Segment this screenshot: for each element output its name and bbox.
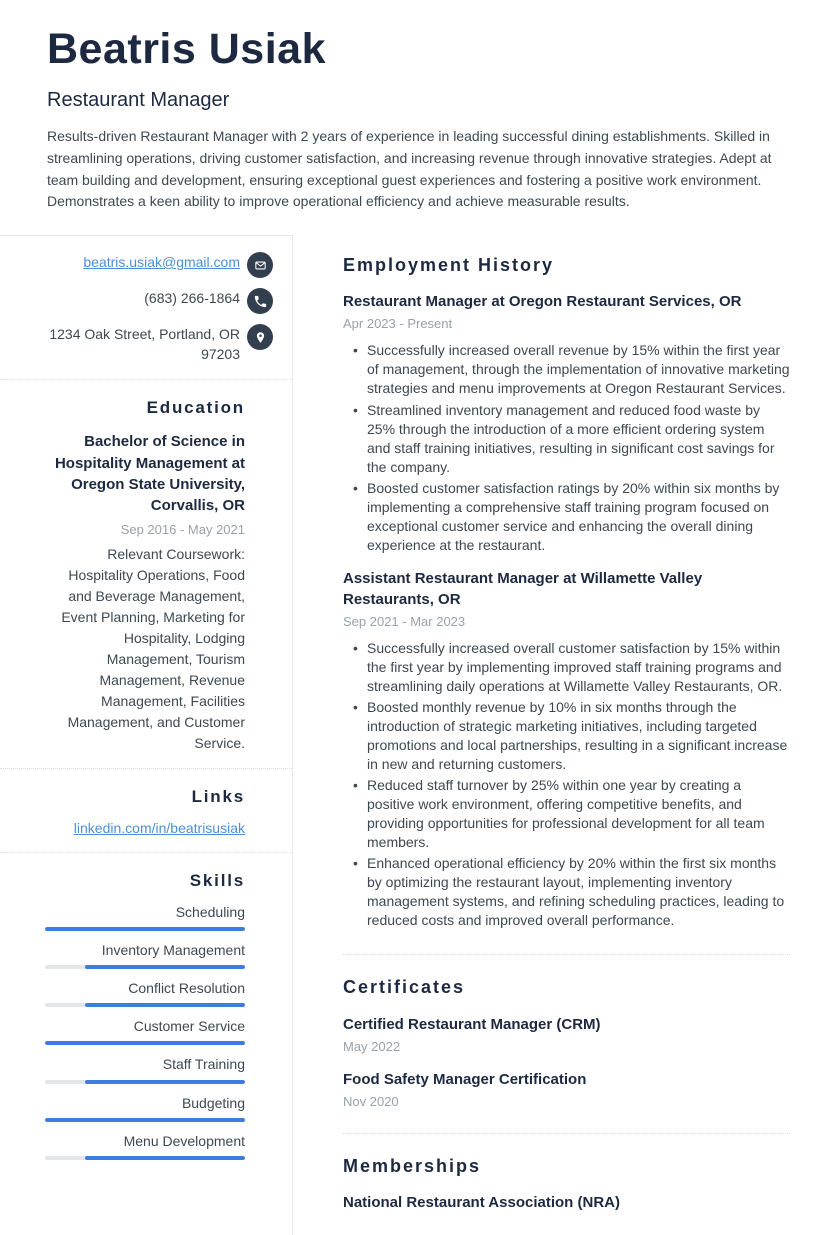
main-column (293, 235, 833, 1235)
links-section (0, 768, 292, 852)
employment-entry (343, 291, 790, 555)
skill-bar-fill (45, 1041, 245, 1045)
skill-bar (45, 1156, 245, 1160)
skill-label: Scheduling (175, 903, 245, 920)
education-degree: Bachelor of Science in Hospitality Management at Oregon State University, Corvallis, OR (54, 433, 245, 515)
linkedin-link[interactable]: linkedin.com/in/beatrisusiak (73, 819, 245, 836)
skill-bar (45, 965, 245, 969)
skill-bar-fill (85, 1003, 245, 1007)
skill-item (45, 1017, 245, 1045)
resume-body (0, 235, 833, 1235)
job-bullet: • Successfully increased overall customer satisfaction by 15% within the first year by implementing improved staff training programs and streamlining daily operations at Willamette Valley Restaurants, OR. (343, 639, 790, 696)
job-bullet: • Enhanced operational efficiency by 20% within the first six months by optimizing the restaurant layout, implementing inventory management systems, and refining scheduling practices, leading to reduced costs and improved overall performance. (343, 854, 790, 930)
job-bullet: • Reduced staff turnover by 25% within one year by creating a positive work environment, offering competitive benefits, and providing opportunities for professional development for all team members. (343, 776, 790, 852)
certificate-title: Food Safety Manager Certification (343, 1070, 587, 1088)
job-bullet: • Boosted monthly revenue by 10% in six months through the introduction of strategic marketing initiatives, including targeted promotions and local partnerships, resulting in a significant increase in new and returning customers. (343, 698, 790, 774)
skill-item (45, 1132, 245, 1160)
skill-item (45, 941, 245, 969)
skill-label: Conflict Resolution (128, 980, 245, 997)
skill-bar (45, 1041, 245, 1045)
certificates-heading: Certificates (343, 977, 466, 998)
skill-item (45, 1094, 245, 1122)
education-entry (45, 431, 245, 753)
job-dates: Sep 2021 - Mar 2023 (343, 613, 466, 629)
skill-label: Budgeting (181, 1094, 245, 1111)
phone-number: (683) 266-1864 (144, 290, 240, 307)
email-icon (247, 252, 273, 278)
education-heading: Education (146, 397, 245, 417)
skill-bar-fill (85, 1080, 245, 1084)
certificate-entry (343, 1014, 790, 1056)
education-section (0, 379, 292, 768)
employment-section (343, 253, 790, 954)
skill-label: Menu Development (123, 1132, 245, 1149)
skills-heading: Skills (189, 870, 245, 890)
skill-bar (45, 927, 245, 931)
certificates-section (343, 954, 790, 1133)
skill-item (45, 979, 245, 1007)
job-bullet: • Streamlined inventory management and reduced food waste by 25% through the introduction of a more efficient ordering system and staff training initiatives, resulting in significant cost savings for the company. (343, 401, 790, 477)
job-bullet: • Boosted customer satisfaction ratings by 20% within six months by implementing a comprehensive staff training program focused on exceptional customer service and enhancing the overall dining experience at the restaurant. (343, 479, 790, 555)
skill-bar-fill (45, 1118, 245, 1122)
certificate-date: Nov 2020 (343, 1093, 399, 1109)
skills-section (0, 852, 292, 1174)
employment-entry (343, 568, 790, 931)
job-title: Assistant Restaurant Manager at Willamette Valley Restaurants, OR (343, 569, 703, 608)
links-heading: Links (191, 786, 245, 806)
sidebar (0, 235, 293, 1235)
email-link[interactable]: beatris.usiak@gmail.com (83, 254, 240, 271)
employment-heading: Employment History (343, 255, 555, 276)
postal-address: 1234 Oak Street, Portland, OR 97203 (49, 326, 240, 363)
skill-bar (45, 1118, 245, 1122)
skill-label: Inventory Management (101, 941, 245, 958)
skill-bar-fill (85, 965, 245, 969)
phone-icon (247, 288, 273, 314)
skill-item (45, 1055, 245, 1083)
contact-section (0, 236, 292, 379)
job-dates: Apr 2023 - Present (343, 316, 453, 332)
resume-header (0, 0, 833, 235)
candidate-name: Beatris Usiak (47, 25, 326, 73)
job-bullet-list (343, 341, 790, 554)
skill-label: Staff Training (162, 1056, 245, 1073)
profile-summary: Results-driven Restaurant Manager with 2 years of experience in leading successful dining establishments. Skilled in streamlining operations, driving customer satisfaction, and increasing revenue through innovative strategies. Adept at team building and development, ensuring exceptional guest experiences and fostering a positive work environment. Demonstrates a keen ability to improve operational efficiency and achieve measurable results. (47, 128, 772, 210)
candidate-job-title: Restaurant Manager (47, 89, 230, 112)
certificate-title: Certified Restaurant Manager (CRM) (343, 1015, 601, 1033)
certificate-date: May 2022 (343, 1038, 401, 1054)
contact-row-phone (45, 288, 273, 314)
skill-bar (45, 1003, 245, 1007)
memberships-heading: Memberships (343, 1155, 482, 1176)
education-dates: Sep 2016 - May 2021 (120, 521, 245, 537)
skill-bar (45, 1080, 245, 1084)
skill-item (45, 903, 245, 931)
contact-row-address (45, 324, 273, 365)
certificate-entry (343, 1069, 790, 1111)
contact-row-email (45, 252, 273, 278)
membership-title: National Restaurant Association (NRA) (343, 1194, 620, 1212)
skill-bar-fill (85, 1156, 245, 1160)
skill-bar-fill (45, 927, 245, 931)
skill-label: Customer Service (133, 1018, 245, 1035)
memberships-section (343, 1133, 790, 1235)
job-bullet-list (343, 639, 790, 930)
job-bullet: • Successfully increased overall revenue by 15% within the first year of management, through the implementation of innovative marketing strategies and menu improvements at Oregon Restaurant Services. (343, 341, 790, 398)
location-icon (247, 324, 273, 350)
education-description: Relevant Coursework: Hospitality Operations, Food and Beverage Management, Event Planning, Marketing for Hospitality, Lodging Management, Tourism Management, Revenue Management, Facilities Management, and Customer Service. (61, 545, 245, 751)
membership-entry (343, 1192, 790, 1213)
job-title: Restaurant Manager at Oregon Restaurant Services, OR (343, 293, 742, 311)
